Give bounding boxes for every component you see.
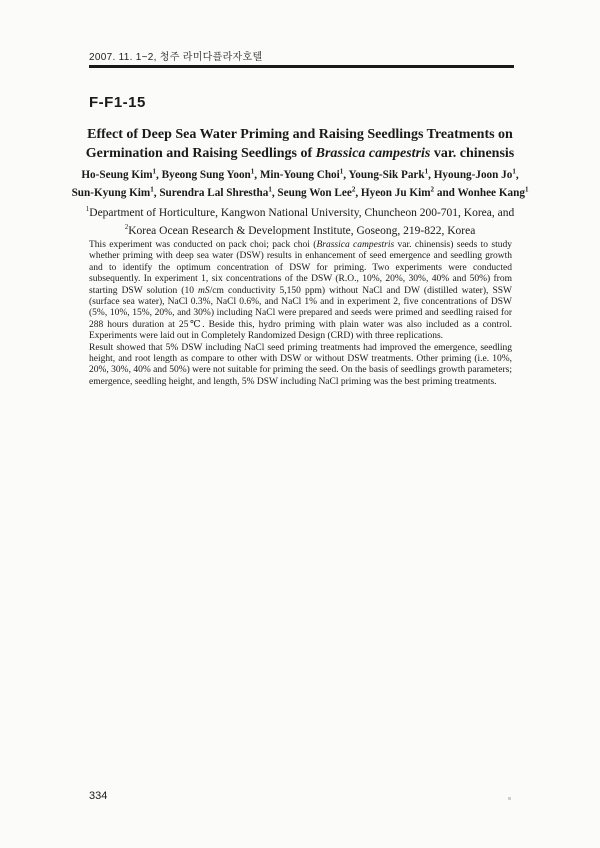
abstract-paragraph-2: Result showed that 5% DSW including NaCl seed priming treatments had improved the emergence, seedling height, and root length as compare to other with DSW or without DSW treatments. Other priming (i.e. 10%, 20%, 30%, 40% and 50%) were not suitable for priming the seed. On the basis of seedlings growth parameters; emergence, seedling height, and length, 5% DSW including NaCl priming was the best priming treatments. xyxy=(89,342,512,387)
author-sup: 1 xyxy=(250,167,255,176)
author-sup: 1 xyxy=(150,185,154,194)
author-name: Wonhee Kang xyxy=(457,187,525,199)
title-species: Brassica campestris xyxy=(315,146,431,161)
author-sup: 1 xyxy=(524,185,529,194)
running-header xyxy=(89,48,514,63)
unit-text: mS xyxy=(198,285,210,296)
paper-title xyxy=(60,125,540,163)
author-name: Seung Won Lee xyxy=(277,187,352,199)
author-sup: 2 xyxy=(430,185,435,194)
author-name: Hyoung-Joon Jo xyxy=(433,169,513,181)
author-sup: 1 xyxy=(152,167,157,176)
title-line1: Effect of Deep Sea Water Priming and Raising Seedlings Treatments on xyxy=(87,127,513,142)
header-text: 2007. 11. 1~2, 청주 라미다플라자호텔 xyxy=(89,52,263,63)
author-name: Surendra Lal Shrestha xyxy=(159,187,269,199)
author-name: Hyeon Ju Kim xyxy=(360,187,431,199)
abstract-text: /cm conductivity 5,150 ppm) without NaCl and DW (distilled water), SSW (surface sea water), NaCl 0.3%, NaCl 0.6%, and NaCl 1% and in experiment 2, five concentrations of DSW (5%, 10%, 15%, 20%, and 30%) including NaCl were prepared and seeds were primed and seedling raised for 288 hours duration at 25℃. Beside this, hydro priming with plain water was also included as a control. Experiments were laid out in Completely Randomized Design (CRD) with three replications. xyxy=(89,285,512,342)
abstract-paragraph-1 xyxy=(89,240,512,343)
author-name: Sun-Kyung Kim xyxy=(71,187,151,199)
author-name: Byeong Sung Yoon xyxy=(161,169,251,181)
author-sup: 1 xyxy=(268,185,272,194)
author-sup: 1 xyxy=(339,167,344,176)
title-line2-post: var. chinensis xyxy=(430,146,515,161)
author-name: Young-Sik Park xyxy=(348,169,425,181)
author-sup: 1 xyxy=(424,167,429,176)
page-number: 334 xyxy=(89,790,108,802)
abstract-text: This experiment was conducted on pack choi; pack choi ( xyxy=(89,240,317,250)
affil-sup: 2 xyxy=(124,223,129,232)
title-line2-pre: Germination and Raising Seedlings of xyxy=(85,146,316,161)
affiliations xyxy=(60,204,540,240)
author-sup: 2 xyxy=(351,185,356,194)
abstract-body xyxy=(89,240,512,388)
abstract-text: var. chinensis) seeds to study whether priming with deep sea water (DSW) results in enhancement of seed emergence and seedling growth and to identify the optimum concentration of DSW for priming. Two experiments were conducted subsequently. In experiment 1, six concentrations of the DSW (R.O., 10%, 20%, 30%, 40% and 50%) from starting DSW solution (10 xyxy=(89,240,512,296)
species-name: Brassica campestris xyxy=(316,240,395,250)
author-sup: 1 xyxy=(512,167,516,176)
abstract-code: F-F1-15 xyxy=(89,94,146,111)
affil-text: Korea Ocean Research & Development Institute, Goseong, 219-822, Korea xyxy=(128,225,476,237)
scan-mark xyxy=(508,797,511,800)
author-name: Min-Young Choi xyxy=(259,169,340,181)
author-list: Ho-Seung Kim$^1$, Byeong Sung Yoon$^1$, Min-Young Choi$^1$, Young-Sik Park$^1$, Hyoung-Joon Jo$^1$, Sun-Kyung Kim$^1$, Surendra Lal Shrestha$^1$, Seung Won Lee$^2$, Hyeon Ju Kim$^2$ and Wonhee Kang$^1$ xyxy=(71,167,529,199)
author-name: Ho-Seung Kim xyxy=(81,169,153,181)
affil-text: Department of Horticulture, Kangwon National University, Chuncheon 200-701, Korea, and xyxy=(89,207,515,219)
header-rule xyxy=(89,65,514,68)
affil-sup: 1 xyxy=(85,205,90,214)
